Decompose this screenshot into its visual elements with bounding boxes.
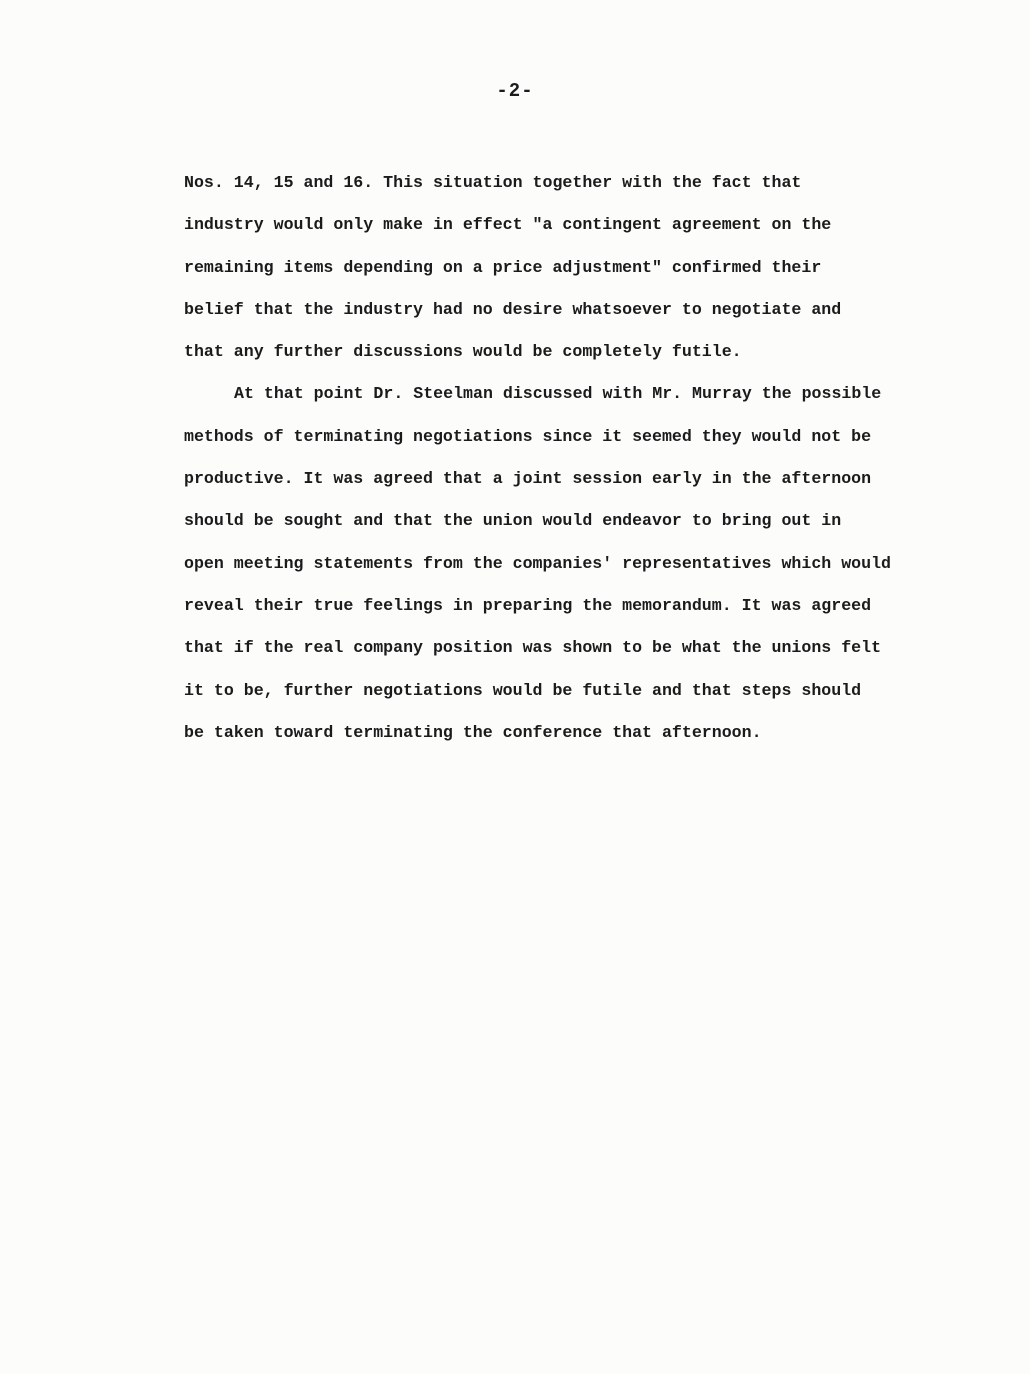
paragraph-1: [184, 162, 974, 373]
text-line: open meeting statements from the companies' representatives which would: [184, 553, 892, 573]
text-line: At that point Dr. Steelman discussed with Mr. Murray the possible: [234, 384, 882, 404]
text-line: remaining items depending on a price adjustment" confirmed their: [184, 257, 822, 277]
text-line: belief that the industry had no desire whatsoever to negotiate and: [184, 299, 842, 319]
text-line: it to be, further negotiations would be futile and that steps should: [184, 680, 862, 700]
text-line: industry would only make in effect "a contingent agreement on the: [184, 215, 832, 235]
text-line: productive. It was agreed that a joint session early in the afternoon: [184, 469, 872, 489]
text-line: Nos. 14, 15 and 16. This situation together with the fact that: [184, 173, 802, 192]
paragraph-2: [184, 373, 974, 754]
text-line: be taken toward terminating the conference that afternoon.: [184, 722, 762, 742]
text-line: that any further discussions would be completely futile.: [184, 342, 742, 362]
text-line: reveal their true feelings in preparing the memorandum. It was agreed: [184, 595, 872, 615]
text-line: methods of terminating negotiations since it seemed they would not be: [184, 426, 872, 446]
text-line: that if the real company position was shown to be what the unions felt: [184, 638, 882, 658]
document-body: [184, 162, 974, 754]
text-line: should be sought and that the union would endeavor to bring out in: [184, 511, 842, 531]
page-number: -2-: [496, 80, 534, 102]
